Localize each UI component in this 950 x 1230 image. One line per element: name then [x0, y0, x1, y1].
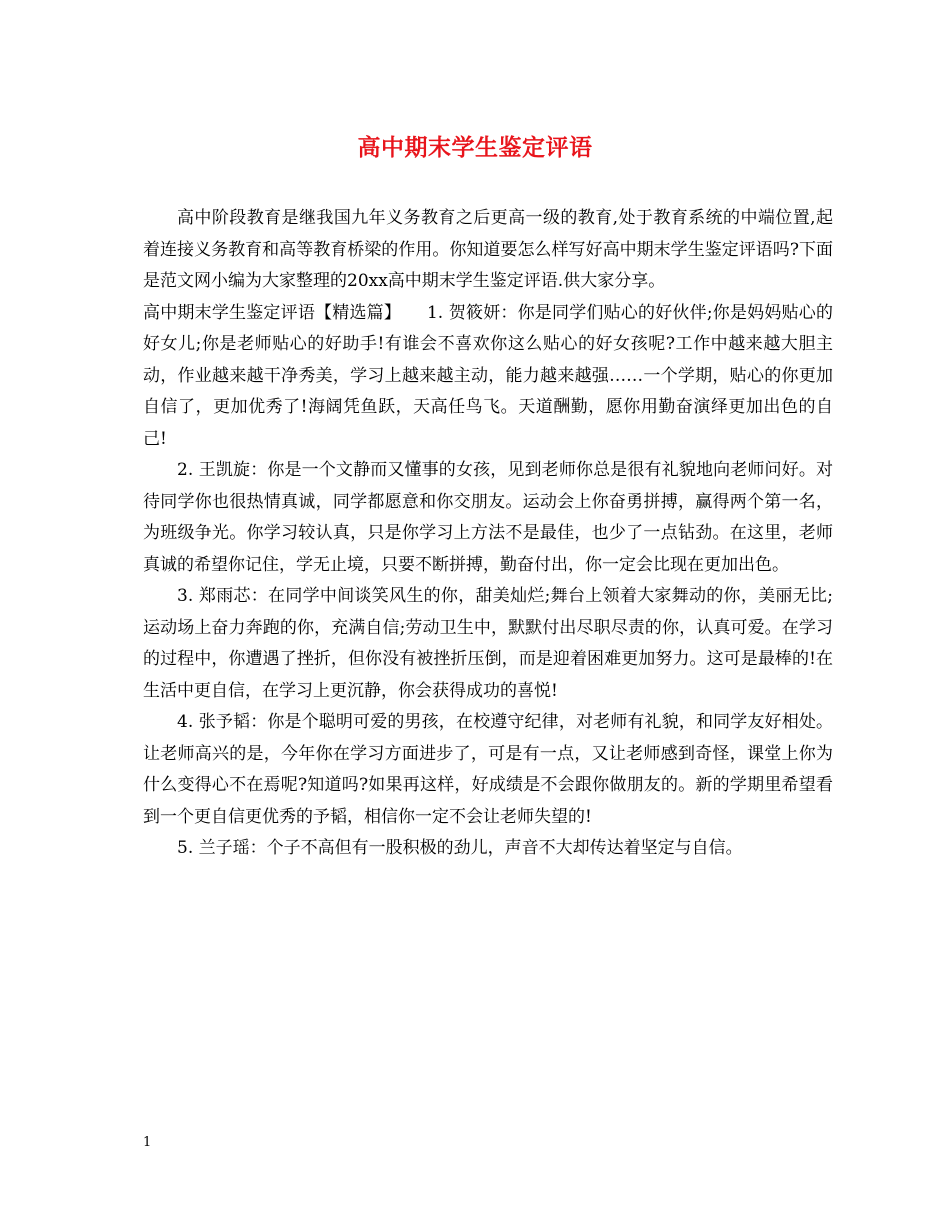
- intro-paragraph: 高中阶段教育是继我国九年义务教育之后更高一级的教育,处于教育系统的中端位置,起着连接义务教育和高等教育桥梁的作用。你知道要怎么样写好高中期末学生鉴定评语吗?下面是范文网小编为大家整理的20xx高中期末学生鉴定评语.供大家分享。: [143, 208, 833, 291]
- page-title: 高中期末学生鉴定评语: [357, 134, 593, 161]
- page-number: 1: [143, 1135, 152, 1150]
- evaluation-item-2: 2. 王凯旋：你是一个文静而又懂事的女孩，见到老师你总是很有礼貌地向老师问好。对待同学你也很热情真诚，同学都愿意和你交朋友。运动会上你奋勇拼搏，赢得两个第一名，为班级争光。你学习较认真，只是你学习上方法不是最佳，也少了一点钻劲。在这里，老师真诚的希望你记住，学无止境，只要不断拼搏，勤奋付出，你一定会比现在更加出色。: [143, 460, 833, 575]
- evaluation-item-1: 高中期末学生鉴定评语【精选篇】 1. 贺筱妍：你是同学们贴心的好伙伴;你是妈妈贴心的好女儿;你是老师贴心的好助手!有谁会不喜欢你这么贴心的好女孩呢?工作中越来越大胆主动，作业越来越干净秀美，学习上越来越主动，能力越来越强……一个学期，贴心的你更加自信了，更加优秀了!海阔凭鱼跃，天高任鸟飞。天道酬勤，愿你用勤奋演绎更加出色的自己!: [143, 302, 833, 449]
- evaluation-item-5: 5. 兰子瑶：个子不高但有一股积极的劲儿，声音不大却传达着坚定与自信。: [177, 838, 743, 858]
- evaluation-item-3: 3. 郑雨芯：在同学中间谈笑风生的你，甜美灿烂;舞台上领着大家舞动的你，美丽无比;运动场上奋力奔跑的你，充满自信;劳动卫生中，默默付出尽职尽责的你，认真可爱。在学习的过程中，你遭遇了挫折，但你没有被挫折压倒，而是迎着困难更加努力。这可是最棒的!在生活中更自信，在学习上更沉静，你会获得成功的喜悦!: [143, 586, 833, 701]
- document-body: [143, 203, 833, 865]
- evaluation-item-4: 4. 张予韬：你是个聪明可爱的男孩，在校遵守纪律，对老师有礼貌，和同学友好相处。让老师高兴的是，今年你在学习方面进步了，可是有一点，又让老师感到奇怪，课堂上你为什么变得心不在焉呢?知道吗?如果再这样，好成绩是不会跟你做朋友的。新的学期里希望看到一个更自信更优秀的予韬，相信你一定不会让老师失望的!: [143, 712, 833, 827]
